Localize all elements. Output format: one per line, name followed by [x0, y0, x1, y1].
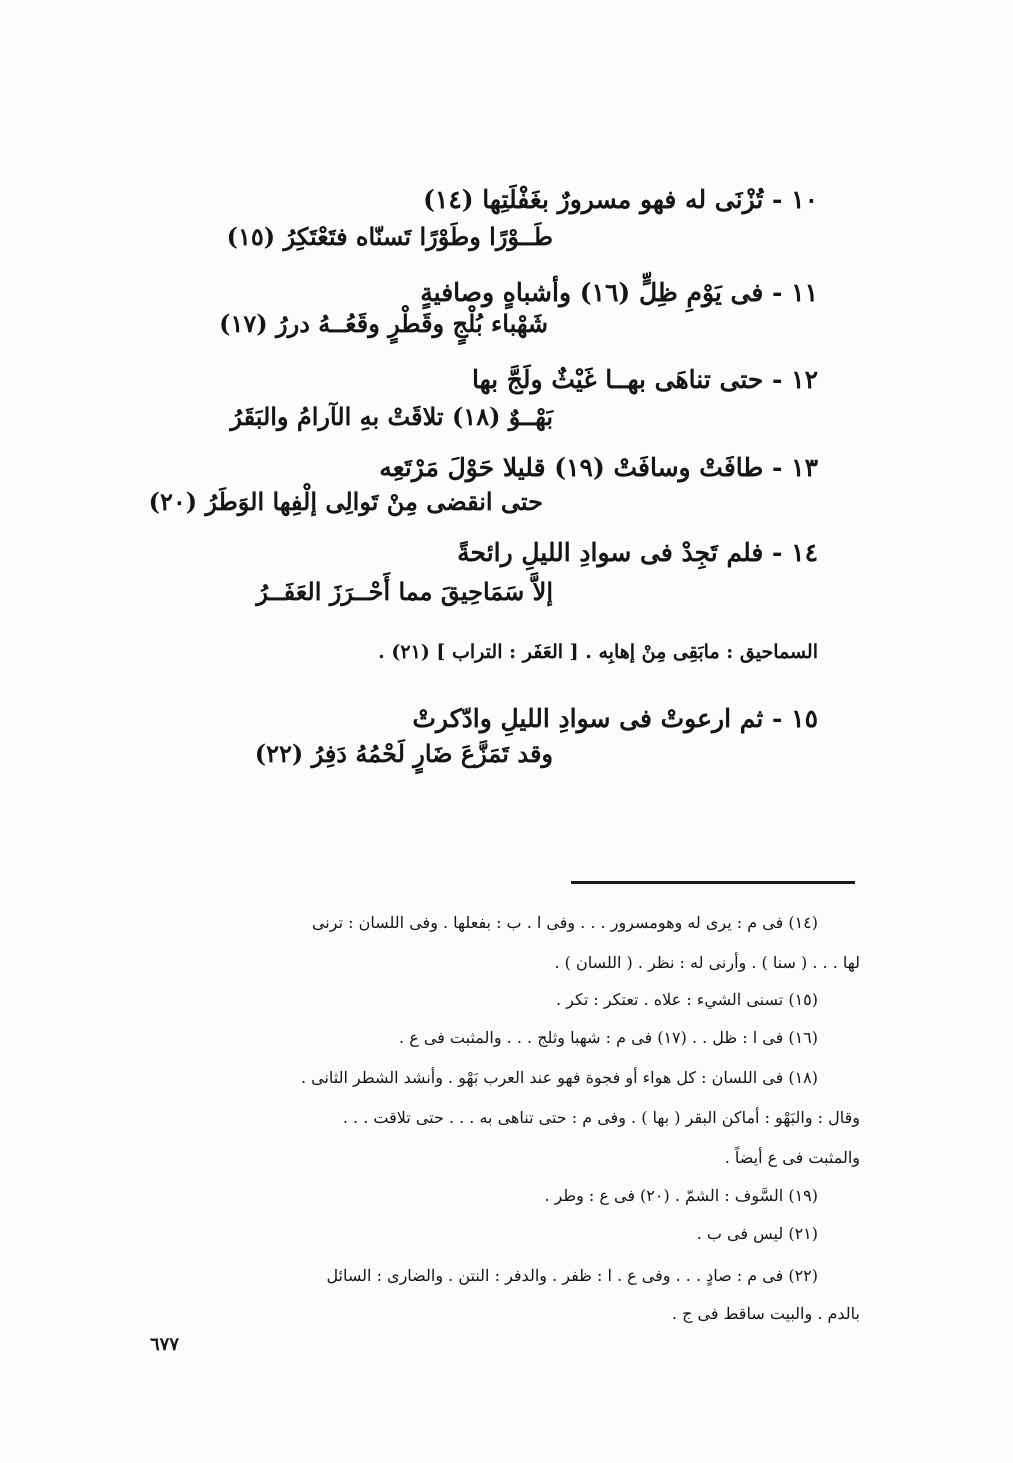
footnote-line: (١٤) فى م : يرى له وهومسرور . . . وفى ا . ب : بفعلها . وفى اللسان : ترنى — [311, 913, 818, 932]
verse-12-second-hemistich: بَهْــوٌ (١٨) تلاقَتْ بهِ الآرامُ والبَقَرُ — [230, 402, 553, 431]
verse-14-second-hemistich: إلاَّ سَمَاحِيقَ مما أَحْــرَزَ العَفَــرُ — [256, 577, 553, 606]
verse-14-first-hemistich — [457, 540, 818, 565]
verse-13-first-hemistich — [379, 455, 818, 480]
verse-number: ١١ - — [772, 278, 818, 307]
verse-12-first-hemistich — [472, 367, 818, 392]
footnote-line: والمثبت فى ع أيضاً . — [724, 1148, 860, 1167]
footnote-line: (١٩) السَّوف : الشمّ . (٢٠) فى ع : وطر . — [544, 1186, 818, 1205]
verse-number: ١٠ - — [772, 185, 818, 214]
footnote-line: بالدم . والبيت ساقط فى ج . — [671, 1304, 860, 1323]
verse-text: تُزْنَى له فهو مسرورٌ بغَفْلَتِها (١٤) — [423, 185, 764, 214]
verse-text: طافَتْ وسافَتْ (١٩) قليلا حَوْلَ مَرْتَعِه — [379, 453, 764, 482]
verse-11-second-hemistich: شَهْباء بُلْجٍ وقَطْرٍ وقَعُــهُ دررُ (١٧) — [219, 309, 548, 338]
verse-number: ١٢ - — [772, 365, 818, 394]
verse-10-first-hemistich — [423, 187, 818, 212]
verse-text: حتى تناهَى بهــا غَيْثٌ ولَجَّ بها — [471, 365, 764, 394]
footnote-line: (١٨) فى اللسان : كل هواء أو فجوة فهو عند العرب بَهْو . وأنشد الشطر الثانى . — [300, 1068, 818, 1087]
page-number: ٦٧٧ — [150, 1334, 180, 1355]
footnote-line: (١٦) فى ا : ظل . . (١٧) فى م : شهبا وثلج . . . والمثبت فى ع . — [399, 1028, 818, 1047]
footnote-line: (١٥) تسنى الشيء : علاه . تعتكر : تكر . — [555, 990, 818, 1009]
footnote-line: (٢٢) فى م : صادٍ . . . وفى ع . ا : ظفر . والدفر : النتن . والضارى : السائل — [326, 1266, 818, 1285]
verse-15-second-hemistich: وقد تَمَزَّعَ ضَارٍ لَحْمُهُ دَفِرُ (٢٢) — [254, 739, 553, 768]
footnote-line: لها . . . ( سنا ) . وأرنى له : نظر . ( اللسان ) . — [554, 953, 860, 972]
verse-text: ثم ارعوتْ فى سوادِ الليلِ وادّكرتْ — [412, 704, 764, 733]
verse-number: ١٣ - — [772, 453, 818, 482]
verse-15-first-hemistich — [412, 706, 818, 731]
verse-13-second-hemistich: حتى انقضى مِنْ تَوالِى إلْفِها الوَطَرُ (٢٠) — [148, 487, 543, 516]
verse-text: فى يَوْمِ ظِلٍّ (١٦) وأشباهٍ وصافيةٍ — [420, 278, 764, 307]
verse-number: ١٤ - — [772, 538, 818, 567]
footnote-line: وقال : والبَهْو : أماكن البقر ( بها ) . وفى م : حتى تناهى به . . . حتى تلاقت . . . — [342, 1108, 860, 1127]
footnote-line: (٢١) ليس فى ب . — [696, 1224, 818, 1243]
footnote-separator — [571, 881, 855, 884]
verse-number: ١٥ - — [772, 704, 818, 733]
verse-10-second-hemistich: طَــوْرًا وطَوْرًا تَسنّاه فتَعْتَكِرُ (١٥) — [226, 222, 553, 251]
verse-text: فلم تَجِدْ فى سوادِ الليلِ رائحةً — [457, 538, 764, 567]
verse-11-first-hemistich — [420, 280, 818, 305]
gloss-line: السماحيق : مابَقِى مِنْ إهابِه . [ العَفَر : التراب ] (٢١) . — [378, 641, 818, 663]
